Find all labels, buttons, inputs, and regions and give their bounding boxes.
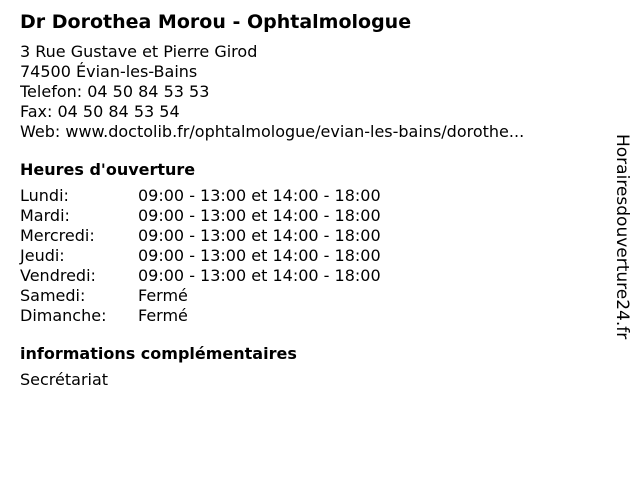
- website-link[interactable]: Web: www.doctolib.fr/ophtalmologue/evian-les-bains/dorothe...: [20, 122, 525, 141]
- additional-info-text: Secrétariat: [20, 370, 109, 389]
- business-title: Dr Dorothea Morou - Ophtalmologue: [20, 11, 412, 33]
- time-value: 09:00 - 13:00 et 14:00 - 18:00: [138, 226, 381, 245]
- additional-info-heading: informations complémentaires: [20, 344, 297, 363]
- phone-number: Telefon: 04 50 84 53 53: [20, 82, 210, 101]
- hours-row-saturday: [20, 286, 600, 306]
- business-card: [20, 10, 600, 390]
- day-label: Mardi:: [20, 206, 70, 225]
- hours-row-tuesday: [20, 206, 600, 226]
- address-line-1: 3 Rue Gustave et Pierre Girod: [20, 42, 258, 61]
- hours-row-monday: [20, 186, 600, 206]
- time-value: 09:00 - 13:00 et 14:00 - 18:00: [138, 246, 381, 265]
- opening-hours-heading: Heures d'ouverture: [20, 160, 196, 179]
- hours-row-sunday: [20, 306, 600, 326]
- day-label: Mercredi:: [20, 226, 95, 245]
- brand-watermark: [612, 134, 638, 374]
- hours-row-friday: [20, 266, 600, 286]
- time-value: 09:00 - 13:00 et 14:00 - 18:00: [138, 186, 381, 205]
- day-label: Samedi:: [20, 286, 86, 305]
- time-value: Fermé: [138, 286, 188, 305]
- time-value: 09:00 - 13:00 et 14:00 - 18:00: [138, 266, 381, 285]
- day-label: Vendredi:: [20, 266, 96, 285]
- brand-label: Horairesdouverture24.fr: [612, 134, 632, 340]
- hours-row-thursday: [20, 246, 600, 266]
- fax-number: Fax: 04 50 84 53 54: [20, 102, 180, 121]
- opening-hours-table: [20, 186, 600, 326]
- day-label: Jeudi:: [20, 246, 65, 265]
- address-line-2: 74500 Évian-les-Bains: [20, 62, 198, 81]
- time-value: 09:00 - 13:00 et 14:00 - 18:00: [138, 206, 381, 225]
- time-value: Fermé: [138, 306, 188, 325]
- hours-row-wednesday: [20, 226, 600, 246]
- contact-block: [20, 42, 600, 142]
- day-label: Lundi:: [20, 186, 69, 205]
- day-label: Dimanche:: [20, 306, 107, 325]
